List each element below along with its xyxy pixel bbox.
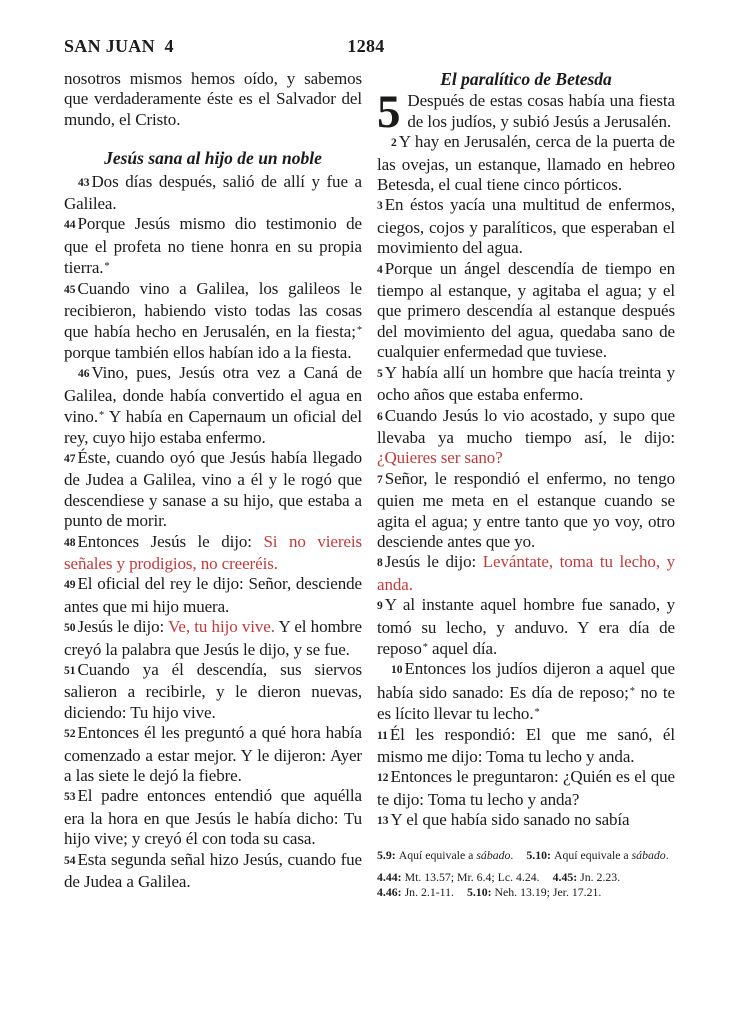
- footnote-equivalence-group: [377, 848, 675, 863]
- footnote-reference: 5.9:: [377, 847, 396, 862]
- verse: [64, 574, 362, 617]
- footnote-reference: 4.44:: [377, 870, 402, 885]
- continuation-paragraph: nosotros mismos hemos oído, y sabemos que verdaderamente éste es el Salvador del mundo, el Cristo.: [64, 69, 362, 129]
- footnotes: [377, 848, 675, 900]
- verse-text: Porque Jesús mismo dio testimonio de que el profeta no tiene honra en su propia tierra.: [64, 214, 362, 278]
- footnote-asterisk: *: [422, 641, 428, 653]
- italic-term: sábado: [476, 847, 511, 862]
- verse-number: 10: [391, 664, 403, 677]
- verse-text: Éste, cuando oyó que Jesús había llegado de Judea a Galilea, vino a él y le rogó que descendiese y sanase a su hijo, que estaba a punto de morir.: [64, 447, 362, 531]
- words-of-jesus: Si no viereis señales y prodigios, no creeréis.: [64, 531, 362, 573]
- verse-number: 5: [377, 367, 383, 380]
- verse-text: Señor, le respondió el enfermo, no tengo quien me meta en el estanque cuando se agita el agua; y entre tanto que yo voy, otro desciende antes que yo.: [377, 468, 675, 551]
- words-of-jesus: Ve, tu hijo vive.: [168, 617, 275, 637]
- verse-number: 7: [377, 473, 383, 486]
- verse: [64, 850, 362, 893]
- footnote-reference: 4.46:: [377, 884, 402, 899]
- verse-number: 46: [78, 368, 90, 381]
- footnote-text: Jn. 2.23.: [580, 870, 621, 885]
- verse-number: 11: [377, 729, 388, 742]
- footnote-reference: 5.10:: [466, 884, 492, 899]
- footnote-entry: [467, 885, 601, 899]
- text-columns: [64, 69, 675, 907]
- verse-text: Vino, pues, Jesús otra vez a Caná de Galilea, donde había convertido el agua en vino.: [64, 363, 362, 427]
- book-chapter-title: SAN JUAN 4: [64, 36, 174, 56]
- verse-text: Porque un ángel descendía de tiempo en tiempo al estanque, y agitaba el agua; y el que primero descendía al estanque después del movimiento del agua, quedaba sano de cualquier enfermedad que tuviese.: [377, 258, 675, 362]
- verse-number: 4: [377, 263, 383, 276]
- verse-text: Aquí equivale a: [553, 847, 632, 862]
- verse-text: En éstos yacía una multitud de enfermos, ciegos, cojos y paralíticos, que esperaban el movimiento del agua.: [377, 195, 675, 258]
- verse-text: Después de estas cosas había una fiesta de los judíos, y subió Jesús a Jerusalén.: [407, 91, 675, 131]
- verse-text: Cuando Jesús lo vio acostado, y supo que llevaba ya mucho tiempo así, le dijo:: [377, 405, 675, 447]
- footnote-asterisk: *: [356, 325, 362, 337]
- verse-number: 44: [64, 219, 76, 232]
- right-column: [377, 69, 675, 907]
- verse: [64, 723, 362, 786]
- verse-number: 12: [377, 772, 389, 785]
- verse-number: 54: [64, 854, 76, 867]
- italic-term: sábado: [631, 847, 666, 862]
- page-number: 1284: [347, 36, 385, 56]
- footnote-reference: 4.45:: [552, 870, 578, 885]
- verse: [377, 363, 675, 406]
- verse-text: Entonces él les preguntó a qué hora había comenzado a estar mejor. Y le dijeron: Ayer a las siete le dejó la fiebre.: [64, 723, 362, 785]
- section-heading-right: El paralítico de Betesda: [440, 69, 612, 89]
- verse: [64, 448, 362, 532]
- footnote-text: Jn. 2.1-11.: [404, 884, 454, 899]
- verse-number: 47: [64, 452, 76, 465]
- verse: [64, 172, 362, 215]
- verse-number: 3: [377, 200, 383, 213]
- words-of-jesus: Levántate, toma tu lecho, y anda.: [377, 552, 675, 594]
- verse-text: Entonces Jesús le dijo:: [77, 531, 264, 551]
- verse: [64, 617, 362, 660]
- verse-number: 51: [64, 664, 76, 677]
- verse: [64, 786, 362, 849]
- verse-number: 43: [78, 176, 90, 189]
- verse-number: 2: [391, 137, 397, 150]
- verse-text: Entonces los judíos dijeron a aquel que había sido sanado: Es día de reposo;: [377, 659, 675, 702]
- verse: [377, 767, 675, 810]
- footnote-text: Mt. 13.57; Mr. 6.4; Lc. 4.24.: [404, 870, 540, 885]
- verse: [377, 810, 675, 832]
- verse-text: .: [665, 847, 669, 862]
- footnote-crossref-line: [377, 870, 675, 885]
- verse: [377, 195, 675, 258]
- verse-text: Entonces le preguntaron: ¿Quién es el que te dijo: Toma tu lecho y anda?: [377, 767, 675, 809]
- footnote-asterisk: *: [98, 410, 105, 422]
- footnote-crossref-group: [377, 870, 675, 899]
- footnote-asterisk: *: [534, 707, 540, 719]
- verse-number: 53: [64, 791, 76, 804]
- verse: [64, 279, 362, 364]
- verse-text: Y había allí un hombre que hacía treinta y ocho años que estaba enfermo.: [377, 362, 675, 405]
- verse-number: 50: [64, 622, 76, 635]
- verse: [377, 725, 675, 768]
- footnote-text: Neh. 13.19; Jer. 17.21.: [494, 884, 602, 899]
- verse: [377, 595, 675, 659]
- verse-text: Cuando ya él descendía, sus siervos salieron a recibirle, y le dieron nuevas, diciendo: Tu hijo vive.: [64, 659, 362, 722]
- verse-text: Y el que había sido sanado no sabía: [390, 810, 630, 830]
- verse-text: Cuando vino a Galilea, los galileos le recibieron, habiendo visto todas las cosas que había hecho en Jerusalén, en la fiesta;: [64, 278, 362, 342]
- footnote-entry: [377, 885, 454, 899]
- verse-text: Y el hombre creyó la palabra que Jesús le dijo, y se fue.: [64, 617, 362, 659]
- verse: [64, 214, 362, 278]
- verse-text: Y hay en Jerusalén, cerca de la puerta de las ovejas, un estanque, llamado en hebreo Betesda, el cual tiene cinco pórticos.: [377, 132, 675, 195]
- verse-text: Dos días después, salió de allí y fue a Galilea.: [64, 171, 362, 214]
- footnote-crossref-line: [377, 885, 675, 900]
- verse-text: .: [510, 847, 514, 862]
- verse: [377, 469, 675, 553]
- verse-number: 45: [64, 283, 76, 296]
- verse-number: 13: [377, 815, 389, 828]
- verse: [377, 552, 675, 595]
- footnote-entry: [553, 870, 621, 884]
- verse-number: 52: [64, 728, 76, 741]
- verse-number: 6: [377, 410, 383, 423]
- verse: [377, 259, 675, 363]
- verse: [64, 363, 362, 448]
- verse-text: El padre entonces entendió que aquélla era la hora en que Jesús le había dicho: Tu hijo vive; y creyó él con toda su casa.: [64, 786, 362, 849]
- chapter-number-dropcap: 5: [377, 86, 401, 139]
- verse-text: porque también ellos habían ido a la fiesta.: [64, 342, 352, 362]
- chapter-opening-verse: [377, 86, 675, 139]
- verse-text: Jesús le dijo:: [77, 617, 169, 637]
- footnote-asterisk: *: [629, 685, 635, 697]
- verse: [377, 132, 675, 195]
- verse-number: 48: [64, 536, 76, 549]
- verse: [377, 406, 675, 469]
- left-column: [64, 69, 362, 907]
- verse-text: El oficial del rey le dijo: Señor, desciende antes que mi hijo muera.: [64, 574, 362, 616]
- footnote-entry: [377, 870, 540, 884]
- words-of-jesus: ¿Quieres ser sano?: [377, 448, 503, 468]
- verse-text: Él les respondió: El que me sanó, él mismo me dijo: Toma tu lecho y anda.: [377, 724, 675, 766]
- footnote-entry: [526, 848, 668, 862]
- verse-text: aquel día.: [427, 638, 498, 658]
- chapter-5-block: [377, 86, 675, 139]
- right-verses: [377, 132, 675, 832]
- verse: [377, 659, 675, 724]
- footnote-asterisk: *: [104, 261, 110, 273]
- footnote-reference: 5.10:: [526, 847, 551, 862]
- verse-number: 8: [377, 557, 383, 570]
- verse-number: 9: [377, 600, 383, 613]
- verse-text: Jesús le dijo:: [384, 552, 483, 572]
- footnote-entry: [377, 848, 513, 862]
- verse-text: Aquí equivale a: [398, 847, 477, 862]
- verse: [64, 660, 362, 723]
- verse-text: no te es lícito llevar tu lecho.: [377, 682, 676, 724]
- left-verses: [64, 172, 362, 893]
- verse-text: Y había en Capernaum un oficial del rey, cuyo hijo estaba enfermo.: [64, 407, 362, 447]
- section-heading-left: Jesús sana al hijo de un noble: [104, 148, 322, 169]
- verse-text: Y al instante aquel hombre fue sanado, y tomó su lecho, y anduvo. Y era día de reposo: [377, 595, 675, 658]
- verse: [64, 532, 362, 575]
- verse-text: Esta segunda señal hizo Jesús, cuando fue de Judea a Galilea.: [64, 849, 362, 892]
- verse-number: 49: [64, 579, 76, 592]
